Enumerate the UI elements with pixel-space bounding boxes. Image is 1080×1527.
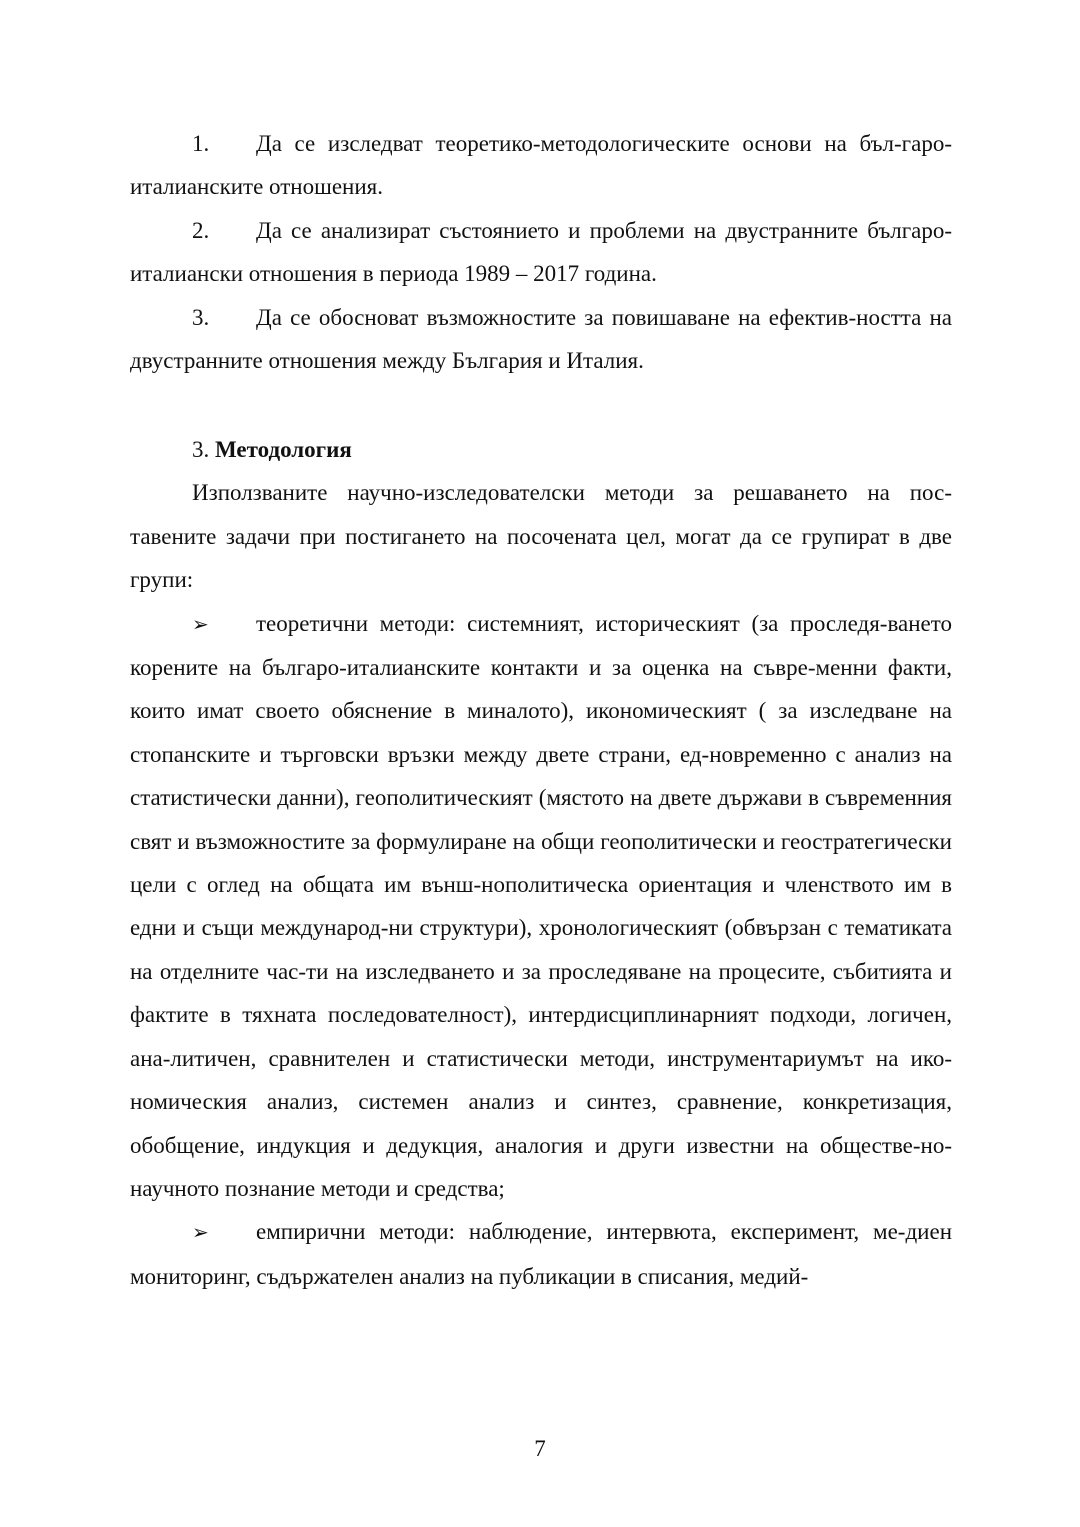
section-title: Методология xyxy=(215,437,352,462)
bullet-item xyxy=(130,602,952,1211)
arrow-bullet-icon: ➢ xyxy=(192,611,209,636)
task-list xyxy=(130,122,952,382)
arrow-bullet-icon: ➢ xyxy=(192,1220,209,1245)
task-text: Да се обосноват възможностите за повишаване на ефектив-ността на двустранните отношения между България и Италия. xyxy=(130,304,952,374)
task-number: 2. xyxy=(192,217,210,243)
page-number: 7 xyxy=(534,1436,546,1461)
bullet-text: теоретични методи: системният, историческият (за проследя-ването корените на българо-италианските контакти и за оценка на съвре-менни факти, които имат своето обяснение в миналото), икономическият ( за изследване на стопанските и търговски връзки между двете страни, ед-новременно с анализ на статистически данни), геополитическият (мястото на двете държави в съвременния свят и възможностите за формулиране на общи геополитически и геостратегически цели с оглед на общата им външ-нополитическа ориентация и членството им в едни и същи международ-ни структури), хронологическият (обвързан с тематиката на отделните час-ти на изследването и за проследяване на процесите, събитията и фактите в тяхната последователност), интердисциплинарният подходи, логичен, ана-литичен, сравнителен и статистически методи, инструментариумът на ико-номическия анализ, системен анализ и синтез, сравнение, конкретизация, обобщение, индукция и дедукция, аналогия и други известни на обществе-но-научното познание методи и средства; xyxy=(130,610,952,1201)
bullet-text: емпирични методи: наблюдение, интервюта, експеримент, ме-диен мониторинг, съдържателен анализ на публикации в списания, медий- xyxy=(130,1219,952,1289)
section-number: 3. xyxy=(192,437,210,462)
task-number: 3. xyxy=(192,304,210,330)
task-item xyxy=(130,209,952,296)
task-text: Да се анализират състоянието и проблеми на двустранните българо-италиански отношения в периода 1989 – 2017 година. xyxy=(130,217,952,287)
task-text: Да се изследват теоретико-методологическите основи на бъл-гаро-италианските отношения. xyxy=(130,131,952,200)
task-number: 1. xyxy=(192,131,210,156)
methodology-section xyxy=(130,428,952,1298)
bullet-item xyxy=(130,1210,952,1298)
task-item xyxy=(130,122,952,209)
task-item xyxy=(130,296,952,383)
section-heading xyxy=(130,428,952,471)
section-intro: Използваните научно-изследователски методи за решаването на пос-тавените задачи при постигането на посочената цел, могат да се групират в две групи: xyxy=(130,480,952,593)
